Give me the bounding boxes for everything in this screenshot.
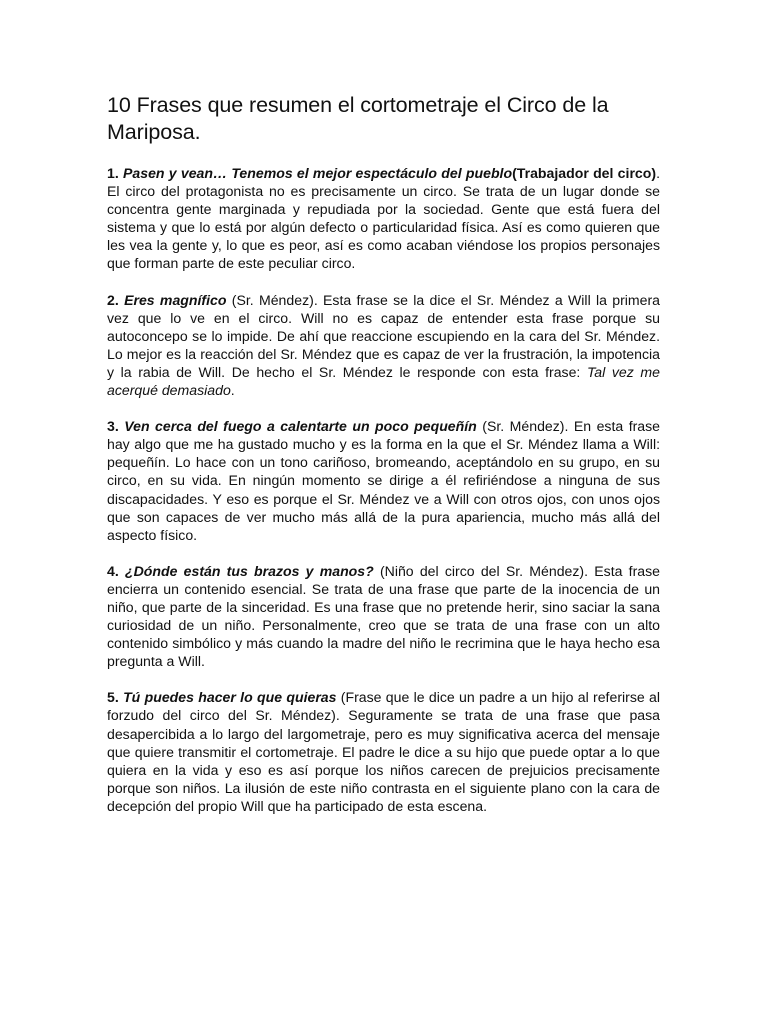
item-number: 1. <box>107 165 119 181</box>
item-number: 5. <box>107 689 119 706</box>
item-quote: Tú puedes hacer lo que quieras <box>123 689 337 706</box>
item-attribution: (Sr. Méndez) <box>226 291 314 308</box>
item-tail-italic: Tal vez me acerqué demasiado <box>107 363 660 399</box>
item-attribution: (Sr. Méndez) <box>476 418 565 435</box>
document-title: 10 Frases que resumen el cortometraje el Circo de la Mariposa. <box>107 93 609 144</box>
item-quote: ¿Dónde están tus brazos y manos? <box>124 562 374 579</box>
phrase-item-2 <box>107 291 660 400</box>
item-body: . Esta frase encierra un contenido esencial. Se trata de una frase que parte de la inocencia de un niño, que parte de la sinceridad. Es una frase que no pretende herir, sino saciar la sana curiosidad de un niño. Personalmente, creo que se trata de una frase con un alto contenido simbólico y más cuando la madre del niño le recrimina que le haya hecho esa pregunta a Will. <box>107 562 660 670</box>
item-quote: Eres magnífico <box>124 291 227 308</box>
item-quote: Ven cerca del fuego a calentarte un poco pequeñín <box>124 418 477 435</box>
item-attribution: (Trabajador del circo) <box>512 165 657 181</box>
item-body: . Esta frase se la dice el Sr. Méndez a Will la primera vez que lo ve en el circo. Will no es capaz de entender esta frase porque su autoconcepo se lo impide. De ahí que reaccione escupiendo en la cara del Sr. Méndez. Lo mejor es la reacción del Sr. Méndez que es capaz de ver la frustración, la impotencia y la rabia de Will. De hecho el Sr. Méndez le responde con esta frase: <box>107 291 661 380</box>
phrase-item-4 <box>107 562 660 671</box>
item-attribution: (Frase que le dice un padre a un hijo al referirse al forzudo del circo del Sr. Méndez) <box>107 689 660 724</box>
phrase-item-5 <box>107 688 660 815</box>
item-attribution: (Niño del circo del Sr. Méndez) <box>373 562 585 579</box>
item-quote: Pasen y vean… Tenemos el mejor espectáculo del pueblo <box>123 165 513 181</box>
item-tail-end: . <box>230 382 235 399</box>
phrase-item-1 <box>107 164 660 273</box>
item-number: 3. <box>107 418 119 435</box>
item-number: 2. <box>107 291 119 308</box>
item-number: 4. <box>107 562 119 579</box>
item-body: . Seguramente se trata de una frase que pasa desapercibida a lo largo del largometraje, pero es muy significativa acerca del mensaje que quiere transmitir el cortometraje. El padre le dice a su hijo que puede optar a lo que quiera en la vida y eso es así porque los niños carecen de prejuicios precisamente porque son niños. La ilusión de este niño contrasta en el siguiente plano con la cara de decepción del propio Will que ha participado de esta escena. <box>107 707 661 814</box>
phrase-item-3 <box>107 417 660 544</box>
item-body: . El circo del protagonista no es precisamente un circo. Se trata de un lugar donde se concentra gente marginada y repudiada por la sociedad. Gente que está fuera del sistema y que lo está por algún defecto o particularidad física. Así es como quieren que les vea la gente y, lo que es peor, así es como acaban viéndose los propios personajes que forman parte de este peculiar circo. <box>107 165 660 272</box>
document-page <box>107 92 660 833</box>
item-body: . En esta frase hay algo que me ha gustado mucho y es la forma en la que el Sr. Méndez llama a Will: pequeñín. Lo hace con un tono cariñoso, bromeando, aceptándolo en su grupo, en su circo, en su vida. En ningún momento se dirige a él refiriéndose a ninguna de sus discapacidades. Y eso es porque el Sr. Méndez ve a Will con otros ojos, con unos ojos que son capaces de ver mucho más allá de la pura apariencia, mucho más allá del aspecto físico. <box>107 418 661 543</box>
